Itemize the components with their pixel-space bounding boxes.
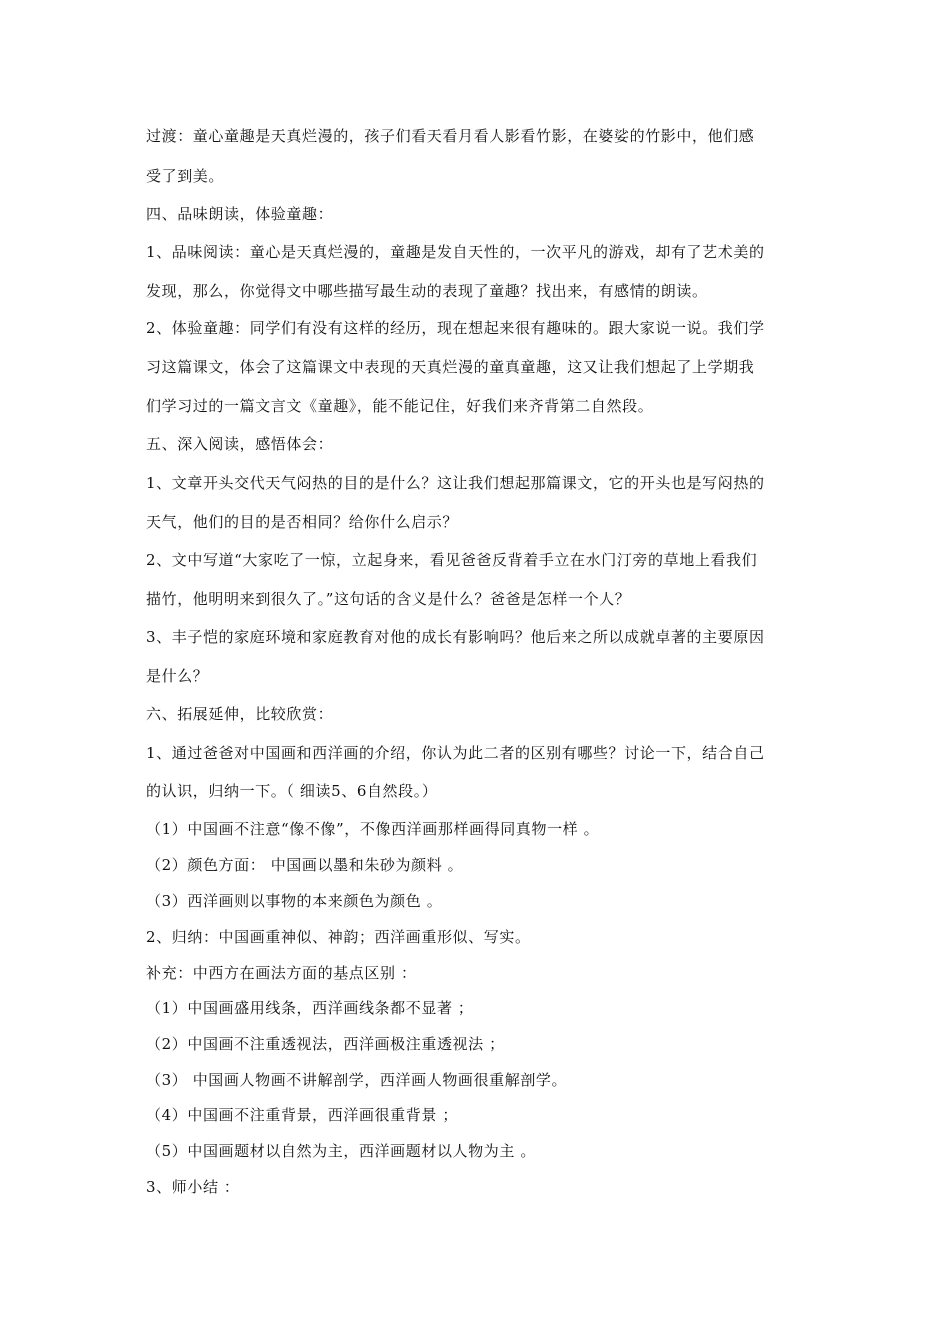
list-item: （5）中国画题材以自然为主，西洋画题材以人物为主 。: [146, 1142, 536, 1160]
list-item: （3）西洋画则以事物的本来颜色为颜色 。: [146, 892, 443, 910]
paragraph-line: 2、文中写道“大家吃了一惊，立起身来，看见爸爸反背着手立在水门汀旁的草地上看我们: [146, 551, 758, 569]
list-item: （2）颜色方面： 中国画以墨和朱砂为颜料 。: [146, 856, 464, 874]
paragraph-line: 1、品味阅读：童心是天真烂漫的，童趣是发自天性的，一次平凡的游戏，却有了艺术美的: [146, 243, 765, 261]
list-item: （1）中国画不注意“像不像”，不像西洋画那样画得同真物一样 。: [146, 820, 600, 838]
paragraph-line: 是什么？: [146, 667, 209, 685]
paragraph-line: 2、归纳：中国画重神似、神韵；西洋画重形似、写实。: [146, 928, 531, 946]
paragraph-line: 3、师小结 ：: [146, 1178, 240, 1196]
paragraph-line: 1、文章开头交代天气闷热的目的是什么？这让我们想起那篇课文，它的开头也是写闷热的: [146, 474, 765, 492]
paragraph-line: 受了到美。: [146, 167, 225, 185]
section-heading: 六、拓展延伸，比较欣赏：: [146, 705, 334, 723]
list-item: （3） 中国画人物画不讲解剖学，西洋画人物画很重解剖学。: [146, 1071, 568, 1089]
paragraph-line: 发现，那么，你觉得文中哪些描写最生动的表现了童趣？找出来，有感情的朗读。: [146, 282, 708, 300]
list-item: （2）中国画不注重透视法，西洋画极注重透视法 ；: [146, 1035, 505, 1053]
paragraph-line: 的认识，归纳一下。（ 细读5、6自然段。）: [146, 782, 438, 800]
paragraph-line: 描竹，他明明来到很久了。”这句话的含义是什么？爸爸是怎样一个人？: [146, 590, 631, 608]
section-heading: 四、品味朗读，体验童趣：: [146, 205, 334, 223]
paragraph-line: 2、体验童趣：同学们有没有这样的经历，现在想起来很有趣味的。跟大家说一说。我们学: [146, 319, 765, 337]
paragraph-line: 习这篇课文，体会了这篇课文中表现的天真烂漫的童真童趣，这又让我们想起了上学期我: [146, 358, 755, 376]
paragraph-line: 3、丰子恺的家庭环境和家庭教育对他的成长有影响吗？他后来之所以成就卓著的主要原因: [146, 628, 765, 646]
paragraph-line: 补充：中西方在画法方面的基点区别 ：: [146, 964, 417, 982]
paragraph-line: 过渡：童心童趣是天真烂漫的，孩子们看天看月看人影看竹影，在婆娑的竹影中，他们感: [146, 127, 755, 145]
paragraph-line: 1、通过爸爸对中国画和西洋画的介绍，你认为此二者的区别有哪些？讨论一下，结合自己: [146, 744, 765, 762]
list-item: （1）中国画盛用线条，西洋画线条都不显著 ；: [146, 999, 474, 1017]
list-item: （4）中国画不注重背景，西洋画很重背景 ；: [146, 1106, 458, 1124]
section-heading: 五、深入阅读，感悟体会：: [146, 435, 334, 453]
paragraph-line: 们学习过的一篇文言文《童趣》，能不能记住，好我们来齐背第二自然段。: [146, 397, 654, 415]
paragraph-line: 天气，他们的目的是否相同？给你什么启示？: [146, 513, 459, 531]
